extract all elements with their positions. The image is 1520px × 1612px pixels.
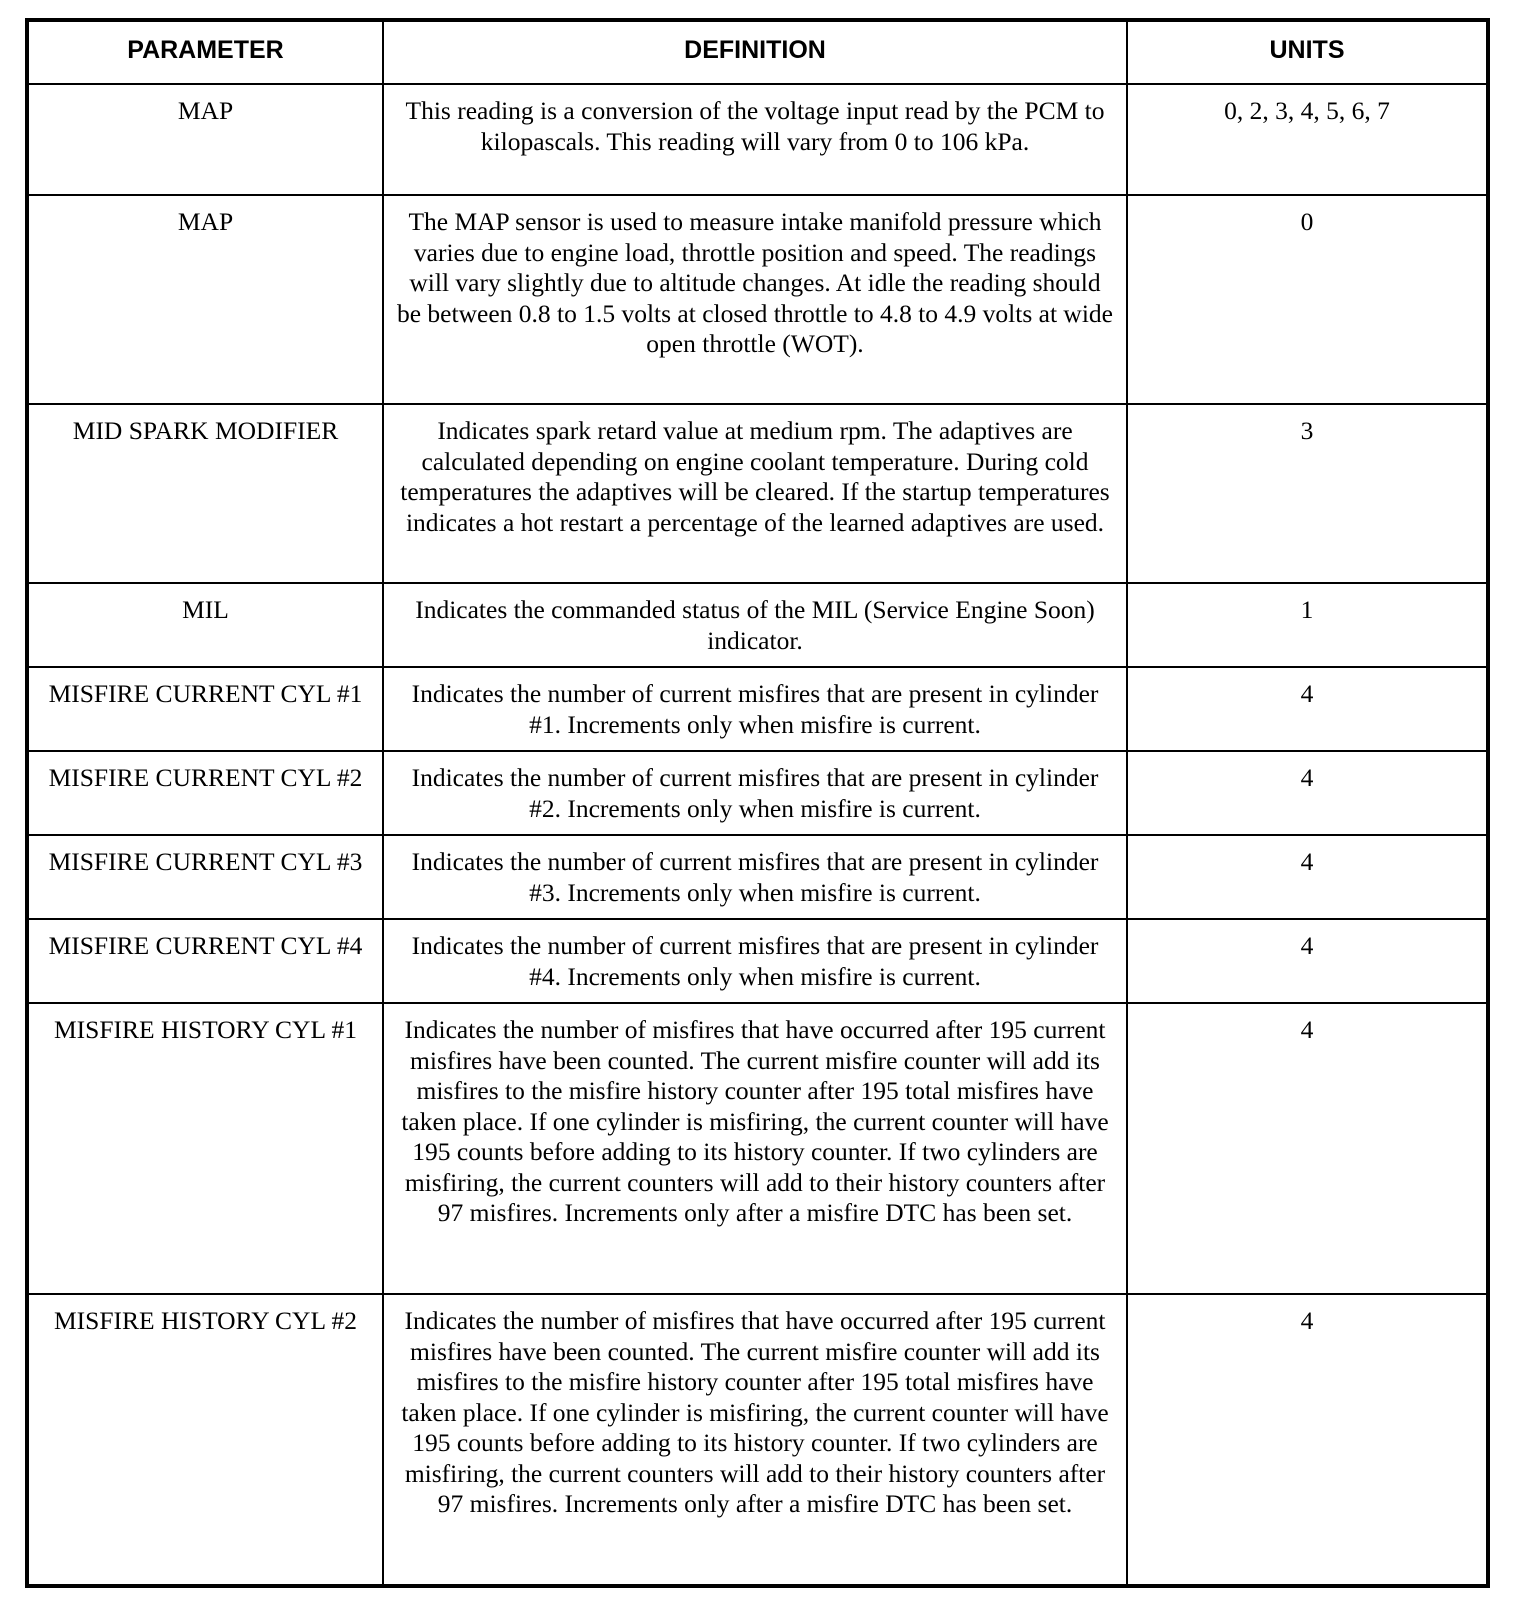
table-row (27, 835, 1488, 919)
definition-cell: Indicates the number of current misfires that are present in cylinder #1. Increments only when misfire is current. (383, 667, 1127, 751)
definition-cell: Indicates the number of misfires that have occurred after 195 current misfires have been counted. The current misfire counter will add its misfires to the misfire history counter after 195 total misfires have taken place. If one cylinder is misfiring, the current counter will have 195 counts before adding to its history counter. If two cylinders are misfiring, the current counters will add to their history counters after 97 misfires. Increments only after a misfire DTC has been set. (383, 1294, 1127, 1586)
definition-cell: This reading is a conversion of the voltage input read by the PCM to kilopascals. This reading will vary from 0 to 106 kPa. (383, 84, 1127, 195)
table-row (27, 751, 1488, 835)
parameter-cell: MISFIRE HISTORY CYL #2 (27, 1294, 383, 1586)
table-row (27, 404, 1488, 583)
parameter-cell: MIL (27, 583, 383, 667)
units-cell: 0, 2, 3, 4, 5, 6, 7 (1127, 84, 1488, 195)
header-units: UNITS (1127, 20, 1488, 84)
definition-cell: Indicates the commanded status of the MIL (Service Engine Soon) indicator. (383, 583, 1127, 667)
definition-cell: Indicates spark retard value at medium rpm. The adaptives are calculated depending on engine coolant temperature. During cold temperatures the adaptives will be cleared. If the startup temperatures indicates a hot restart a percentage of the learned adaptives are used. (383, 404, 1127, 583)
table-row (27, 84, 1488, 195)
table-row (27, 919, 1488, 1003)
units-cell: 0 (1127, 195, 1488, 404)
units-cell: 4 (1127, 751, 1488, 835)
definition-cell: Indicates the number of current misfires that are present in cylinder #3. Increments only when misfire is current. (383, 835, 1127, 919)
units-cell: 4 (1127, 1294, 1488, 1586)
table-row (27, 195, 1488, 404)
units-cell: 4 (1127, 667, 1488, 751)
parameter-cell: MISFIRE CURRENT CYL #1 (27, 667, 383, 751)
parameter-table (25, 18, 1490, 1588)
header-parameter: PARAMETER (27, 20, 383, 84)
table-row (27, 1003, 1488, 1294)
header-definition: DEFINITION (383, 20, 1127, 84)
parameter-cell: MISFIRE CURRENT CYL #4 (27, 919, 383, 1003)
table-row (27, 1294, 1488, 1586)
units-cell: 4 (1127, 1003, 1488, 1294)
units-cell: 1 (1127, 583, 1488, 667)
header-row (27, 20, 1488, 84)
parameter-cell: MISFIRE HISTORY CYL #1 (27, 1003, 383, 1294)
units-cell: 3 (1127, 404, 1488, 583)
units-cell: 4 (1127, 835, 1488, 919)
units-cell: 4 (1127, 919, 1488, 1003)
table-row (27, 667, 1488, 751)
definition-cell: Indicates the number of current misfires that are present in cylinder #4. Increments only when misfire is current. (383, 919, 1127, 1003)
parameter-cell: MAP (27, 84, 383, 195)
definition-cell: The MAP sensor is used to measure intake manifold pressure which varies due to engine load, throttle position and speed. The readings will vary slightly due to altitude changes. At idle the reading should be between 0.8 to 1.5 volts at closed throttle to 4.8 to 4.9 volts at wide open throttle (WOT). (383, 195, 1127, 404)
table-row (27, 583, 1488, 667)
parameter-cell: MISFIRE CURRENT CYL #2 (27, 751, 383, 835)
parameter-cell: MAP (27, 195, 383, 404)
definition-cell: Indicates the number of misfires that have occurred after 195 current misfires have been counted. The current misfire counter will add its misfires to the misfire history counter after 195 total misfires have taken place. If one cylinder is misfiring, the current counter will have 195 counts before adding to its history counter. If two cylinders are misfiring, the current counters will add to their history counters after 97 misfires. Increments only after a misfire DTC has been set. (383, 1003, 1127, 1294)
parameter-cell: MID SPARK MODIFIER (27, 404, 383, 583)
parameter-cell: MISFIRE CURRENT CYL #3 (27, 835, 383, 919)
definition-cell: Indicates the number of current misfires that are present in cylinder #2. Increments only when misfire is current. (383, 751, 1127, 835)
